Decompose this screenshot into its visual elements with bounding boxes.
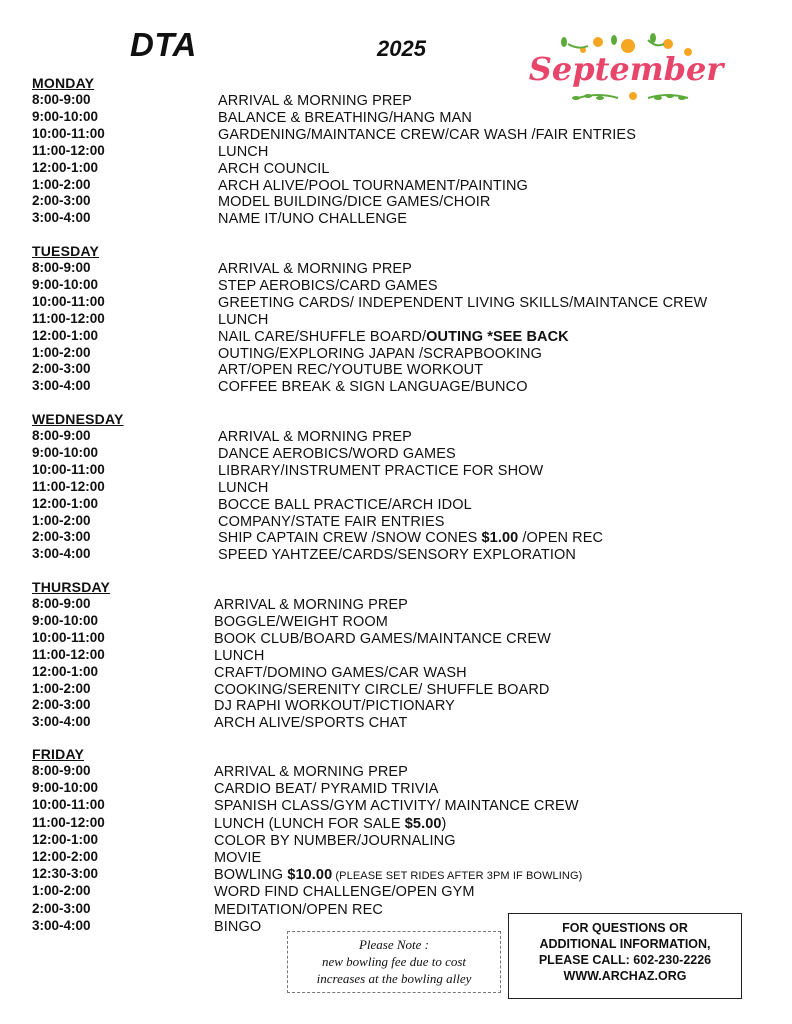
activity-text <box>218 178 528 194</box>
activity-label: ARRIVAL & MORNING PREP <box>218 261 412 277</box>
activity-label: LUNCH <box>218 479 269 496</box>
activity-text <box>218 480 268 496</box>
time-slot: 2:00-3:00 <box>32 697 91 713</box>
activity-label: SPANISH CLASS/GYM ACTIVITY/ MAINTANCE CREW <box>214 798 579 815</box>
activity-text <box>214 764 408 780</box>
time-slot: 11:00-12:00 <box>32 646 105 662</box>
activity-label: LIBRARY/INSTRUMENT PRACTICE FOR SHOW <box>218 462 544 479</box>
time-slot: 1:00-2:00 <box>32 680 91 696</box>
activity-text <box>214 614 388 630</box>
time-slot: 9:00-10:00 <box>32 276 99 292</box>
activity-label: ARCH ALIVE/SPORTS CHAT <box>214 715 408 732</box>
activity-label: CRAFT/DOMINO GAMES/CAR WASH <box>214 664 467 681</box>
time-slot: 3:00-4:00 <box>32 714 91 730</box>
activity-label: COMPANY/STATE FAIR ENTRIES <box>218 513 445 530</box>
activity-label: MOVIE <box>214 850 262 866</box>
activity-highlight: $1.00 <box>481 530 519 547</box>
activity-label: ARRIVAL & MORNING PREP <box>214 597 408 613</box>
activity-text <box>218 429 412 445</box>
activity-text <box>214 833 456 849</box>
activity-footnote: (PLEASE SET RIDES AFTER 3PM IF BOWLING) <box>332 870 583 883</box>
activity-label: ARCH COUNCIL <box>218 160 330 177</box>
activity-text <box>214 665 467 681</box>
activity-label: LUNCH <box>218 143 269 160</box>
activity-label: COLOR BY NUMBER/JOURNALING <box>214 832 456 849</box>
activity-text <box>214 902 383 918</box>
activity-label-suffix: /OPEN REC <box>518 530 604 547</box>
time-slot: 2:00-3:00 <box>32 361 91 377</box>
activity-text <box>214 850 261 866</box>
time-slot: 1:00-2:00 <box>32 512 91 528</box>
activity-text <box>218 530 603 546</box>
activity-highlight: $5.00 <box>404 815 442 832</box>
time-slot: 10:00-11:00 <box>32 797 105 813</box>
org-title: DTA <box>130 26 197 63</box>
activity-label-suffix: ) <box>441 815 447 832</box>
day-heading-friday: FRIDAY <box>32 746 85 762</box>
time-slot: 12:30-3:00 <box>32 866 99 882</box>
time-slot: 11:00-12:00 <box>32 478 105 494</box>
time-slot: 3:00-4:00 <box>32 210 91 226</box>
activity-label: MEDITATION/OPEN REC <box>214 901 383 918</box>
bowling-note <box>287 931 501 993</box>
activity-highlight: OUTING *SEE BACK <box>426 328 569 345</box>
activity-text <box>214 648 264 664</box>
day-heading-wednesday: WEDNESDAY <box>32 411 124 427</box>
activity-label: ARRIVAL & MORNING PREP <box>214 764 408 780</box>
time-slot: 2:00-3:00 <box>32 900 91 916</box>
activity-text <box>218 295 707 311</box>
activity-label: LUNCH <box>218 311 269 328</box>
activity-text <box>218 446 456 462</box>
activity-text <box>214 682 549 698</box>
time-slot: 9:00-10:00 <box>32 444 99 460</box>
activity-text <box>218 329 569 345</box>
contact-phone: PLEASE CALL: 602-230-2226 <box>538 953 712 967</box>
activity-label: COOKING/SERENITY CIRCLE/ SHUFFLE BOARD <box>214 681 550 698</box>
activity-label: BOGGLE/WEIGHT ROOM <box>214 613 388 630</box>
time-slot: 1:00-2:00 <box>32 176 91 192</box>
activity-label: NAIL CARE/SHUFFLE BOARD/ <box>218 328 427 345</box>
activity-text <box>218 211 407 227</box>
activity-text <box>214 698 455 714</box>
activity-label: ART/OPEN REC/YOUTUBE WORKOUT <box>218 362 484 379</box>
activity-label: LUNCH <box>214 647 265 664</box>
activity-text <box>218 161 330 177</box>
contact-line: FOR QUESTIONS OR <box>562 921 688 935</box>
time-slot: 2:00-3:00 <box>32 529 91 545</box>
activity-text <box>218 362 483 378</box>
activity-label: ARRIVAL & MORNING PREP <box>218 429 412 445</box>
activity-label: DANCE AEROBICS/WORD GAMES <box>218 445 456 462</box>
activity-text <box>214 919 261 935</box>
activity-text <box>218 144 268 160</box>
activity-label: WORD FIND CHALLENGE/OPEN GYM <box>214 884 475 901</box>
time-slot: 11:00-12:00 <box>32 142 105 158</box>
time-slot: 2:00-3:00 <box>32 193 91 209</box>
activity-text <box>218 312 268 328</box>
activity-text <box>218 194 490 210</box>
time-slot: 11:00-12:00 <box>32 814 105 830</box>
activity-label: BOOK CLUB/BOARD GAMES/MAINTANCE CREW <box>214 630 551 647</box>
time-slot: 12:00-1:00 <box>32 663 99 679</box>
activity-label: SHIP CAPTAIN CREW /SNOW CONES <box>218 530 482 547</box>
activity-text <box>214 715 407 731</box>
note-line: new bowling fee due to cost <box>321 954 467 969</box>
activity-highlight: $10.00 <box>287 867 333 884</box>
activity-text <box>218 514 445 530</box>
activity-label: OUTING/EXPLORING JAPAN /SCRAPBOOKING <box>218 345 543 362</box>
activity-label: BOWLING <box>214 867 288 884</box>
time-slot: 10:00-11:00 <box>32 293 105 309</box>
activity-label: GREETING CARDS/ INDEPENDENT LIVING SKILLS/MAINTANCE CREW <box>218 294 708 311</box>
activity-label: GARDENING/MAINTANCE CREW/CAR WASH /FAIR ENTRIES <box>218 126 636 143</box>
activity-label: MODEL BUILDING/DICE GAMES/CHOIR <box>218 194 491 211</box>
activity-text <box>218 93 412 109</box>
activity-label: CARDIO BEAT/ PYRAMID TRIVIA <box>214 781 439 798</box>
activity-label: NAME IT/UNO CHALLENGE <box>218 211 408 228</box>
time-slot: 8:00-9:00 <box>32 428 91 443</box>
time-slot: 10:00-11:00 <box>32 629 105 645</box>
contact-website: WWW.ARCHAZ.ORG <box>563 969 687 983</box>
activity-text <box>218 463 543 479</box>
day-heading-tuesday: TUESDAY <box>32 243 100 259</box>
activity-label: BINGO <box>214 918 262 935</box>
activity-text <box>218 261 412 277</box>
activity-text <box>214 884 475 900</box>
time-slot: 12:00-1:00 <box>32 159 99 175</box>
activity-text <box>214 631 551 647</box>
time-slot: 8:00-9:00 <box>32 596 91 611</box>
activity-text <box>218 127 636 143</box>
time-slot: 10:00-11:00 <box>32 461 105 477</box>
activity-text <box>214 798 579 814</box>
time-slot: 8:00-9:00 <box>32 260 91 275</box>
note-line: increases at the bowling alley <box>316 971 472 986</box>
year-label: 2025 <box>377 36 426 61</box>
time-slot: 1:00-2:00 <box>32 344 91 360</box>
activity-text <box>218 110 472 126</box>
time-slot: 9:00-10:00 <box>32 612 99 628</box>
time-slot: 9:00-10:00 <box>32 108 99 124</box>
activity-text <box>214 781 439 797</box>
time-slot: 3:00-4:00 <box>32 917 91 933</box>
activity-text <box>214 597 408 613</box>
activity-text <box>218 379 528 395</box>
activity-text <box>218 547 576 563</box>
time-slot: 9:00-10:00 <box>32 780 99 796</box>
contact-line: ADDITIONAL INFORMATION, <box>539 937 711 951</box>
activity-label: SPEED YAHTZEE/CARDS/SENSORY EXPLORATION <box>218 547 576 564</box>
time-slot: 12:00-1:00 <box>32 327 99 343</box>
time-slot: 10:00-11:00 <box>32 125 105 141</box>
time-slot: 3:00-4:00 <box>32 378 91 394</box>
activity-text <box>218 278 438 294</box>
month-badge <box>528 32 724 108</box>
time-slot: 11:00-12:00 <box>32 310 105 326</box>
time-slot: 12:00-1:00 <box>32 831 99 847</box>
time-slot: 8:00-9:00 <box>32 92 91 107</box>
activity-label: STEP AEROBICS/CARD GAMES <box>218 277 438 294</box>
day-heading-monday: MONDAY <box>32 75 95 91</box>
contact-box <box>508 913 742 999</box>
month-title: September <box>528 50 724 88</box>
activity-label: ARCH ALIVE/POOL TOURNAMENT/PAINTING <box>218 177 528 194</box>
day-heading-thursday: THURSDAY <box>32 579 111 595</box>
time-slot: 1:00-2:00 <box>32 883 91 899</box>
note-heading: Please Note : <box>358 937 430 952</box>
activity-label: BALANCE & BREATHING/HANG MAN <box>218 109 472 126</box>
activity-text <box>218 346 542 362</box>
activity-label: ARRIVAL & MORNING PREP <box>218 93 412 109</box>
time-slot: 3:00-4:00 <box>32 546 91 562</box>
activity-label: LUNCH (LUNCH FOR SALE <box>214 815 405 832</box>
time-slot: 12:00-1:00 <box>32 495 99 511</box>
activity-label: BOCCE BALL PRACTICE/ARCH IDOL <box>218 496 472 513</box>
time-slot: 12:00-2:00 <box>32 849 99 864</box>
activity-label: DJ RAPHI WORKOUT/PICTIONARY <box>214 698 455 715</box>
activity-text <box>214 867 582 883</box>
activity-text <box>214 816 446 832</box>
activity-text <box>218 497 472 513</box>
activity-label: COFFEE BREAK & SIGN LANGUAGE/BUNCO <box>218 379 528 396</box>
time-slot: 8:00-9:00 <box>32 763 91 778</box>
